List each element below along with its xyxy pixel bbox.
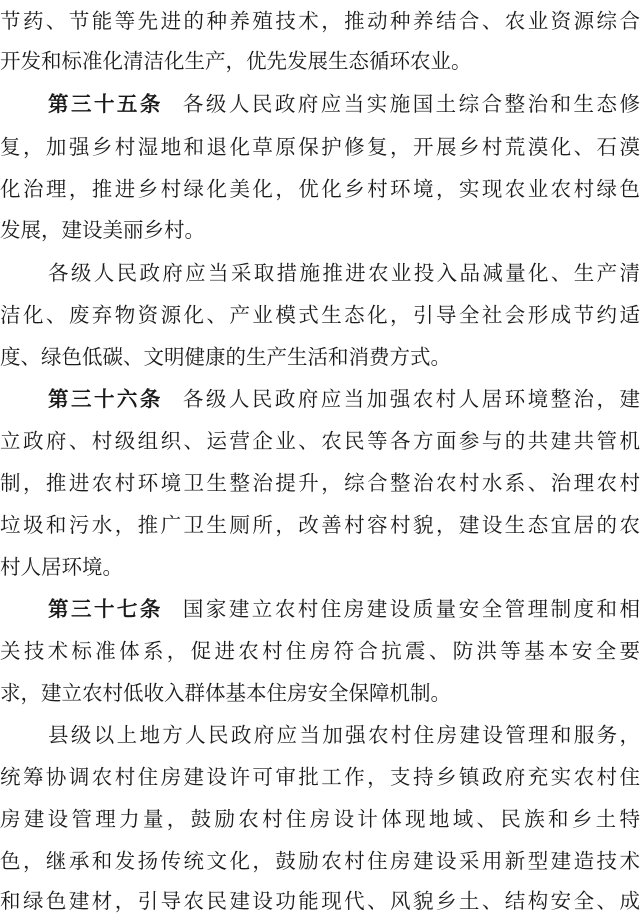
article-35-label: 第三十五条 <box>48 92 163 116</box>
text-line: 县级以上地方人民政府应当加强农村住房建设管理和服务， <box>48 723 640 747</box>
text-line: 节药、节能等先进的种养殖技术，推动种养结合、农业资源综合 <box>0 9 640 33</box>
article-35-first-line <box>0 87 640 121</box>
text-line: 化治理，推进乡村绿化美化，优化乡村环境，实现农业农村绿色 <box>0 177 640 201</box>
article-37-first-line <box>0 592 640 626</box>
text-line: 复，加强乡村湿地和退化草原保护修复，开展乡村荒漠化、石漠 <box>0 135 640 159</box>
article-36-first-line <box>0 382 640 416</box>
text-line: 统筹协调农村住房建设许可审批工作，支持乡镇政府充实农村住 <box>0 765 640 789</box>
article-36-label: 第三十六条 <box>48 387 163 411</box>
text-line: 开发和标准化清洁化生产，优先发展生态循环农业。 <box>0 49 472 73</box>
text-line: 色，继承和发扬传统文化，鼓励农村住房建设采用新型建造技术 <box>0 849 640 873</box>
text-line: 发展，建设美丽乡村。 <box>0 218 205 242</box>
text-line: 村人居环境。 <box>0 555 123 579</box>
text-line: 各级人民政府应当实施国土综合整治和生态修 <box>182 92 640 116</box>
text-line: 度、绿色低碳、文明健康的生产生活和消费方式。 <box>0 345 451 369</box>
article-37-label: 第三十七条 <box>48 597 163 621</box>
text-line: 房建设管理力量，鼓励农村住房设计体现地域、民族和乡土特 <box>0 807 640 831</box>
text-line: 国家建立农村住房建设质量安全管理制度和相 <box>182 597 640 621</box>
text-line: 关技术标准体系，促进农村住房符合抗震、防洪等基本安全要 <box>0 639 640 663</box>
text-line: 立政府、村级组织、运营企业、农民等各方面参与的共建共管机 <box>0 429 640 453</box>
text-line: 各级人民政府应当采取措施推进农业投入品减量化、生产清 <box>48 261 640 285</box>
text-line: 求，建立农村低收入群体基本住房安全保障机制。 <box>0 681 451 705</box>
text-line: 制，推进农村环境卫生整治提升，综合整治农村水系、治理农村 <box>0 471 640 495</box>
text-line: 和绿色建材，引导农民建设功能现代、风貌乡土、结构安全、成 <box>0 889 640 913</box>
text-line: 垃圾和污水，推广卫生厕所，改善村容村貌，建设生态宜居的农 <box>0 513 640 537</box>
text-line: 洁化、废弃物资源化、产业模式生态化，引导全社会形成节约适 <box>0 303 640 327</box>
text-line: 各级人民政府应当加强农村人居环境整治，建 <box>182 387 640 411</box>
